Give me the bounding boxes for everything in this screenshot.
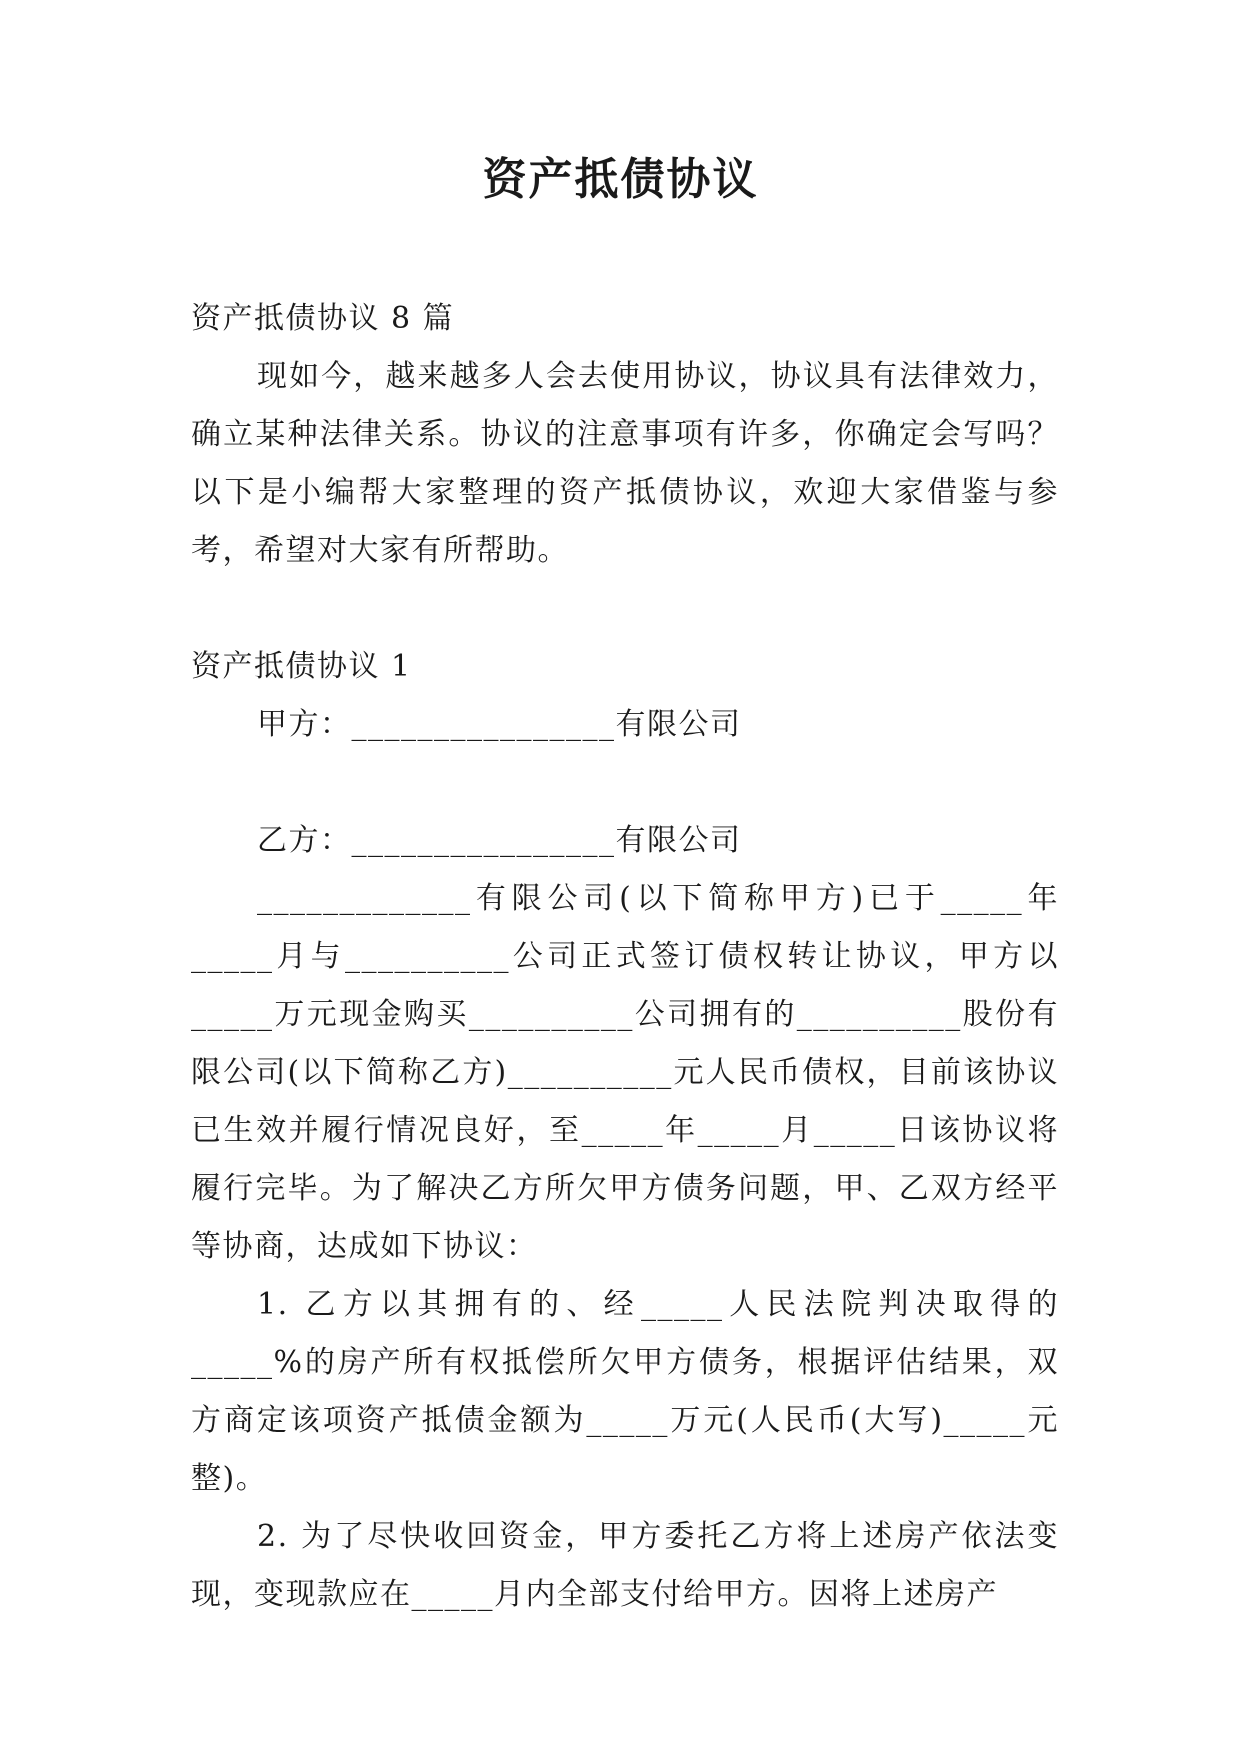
agreement-preamble: _____________有限公司(以下简称甲方)已于_____年_____月与__________公司正式签订债权转让协议，甲方以_____万元现金购买__________公司拥有的__________股份有限公司(以下简称乙方)__________元人民币债权，目前该协议已生效并履行情况良好，至_____年_____月_____日该协议将履行完毕。为了解决乙方所欠甲方债务问题，甲、乙双方经平等协商，达成如下协议： xyxy=(191,881,1059,1264)
clause-1: 1. 乙方以其拥有的、经_____人民法院判决取得的_____%的房产所有权抵偿所欠甲方债务，根据评估结果，双方商定该项资产抵债金额为_____万元(人民币(大写)_____元整)。 xyxy=(191,1287,1059,1496)
document-subtitle: 资产抵债协议 8 篇 xyxy=(191,301,455,336)
document-title: 资产抵债协议 xyxy=(482,154,759,205)
party-a-line: 甲方：________________有限公司 xyxy=(257,707,742,742)
section-heading: 资产抵债协议 1 xyxy=(191,649,412,684)
clause-2: 2. 为了尽快收回资金，甲方委托乙方将上述房产依法变现，变现款应在_____月内全部支付给甲方。因将上述房产 xyxy=(191,1519,1059,1612)
party-b-line: 乙方：________________有限公司 xyxy=(257,823,742,858)
intro-paragraph: 现如今，越来越多人会去使用协议，协议具有法律效力，确立某种法律关系。协议的注意事项有许多，你确定会写吗？以下是小编帮大家整理的资产抵债协议，欢迎大家借鉴与参考，希望对大家有所帮助。 xyxy=(191,359,1059,568)
document-body xyxy=(191,290,1059,1624)
